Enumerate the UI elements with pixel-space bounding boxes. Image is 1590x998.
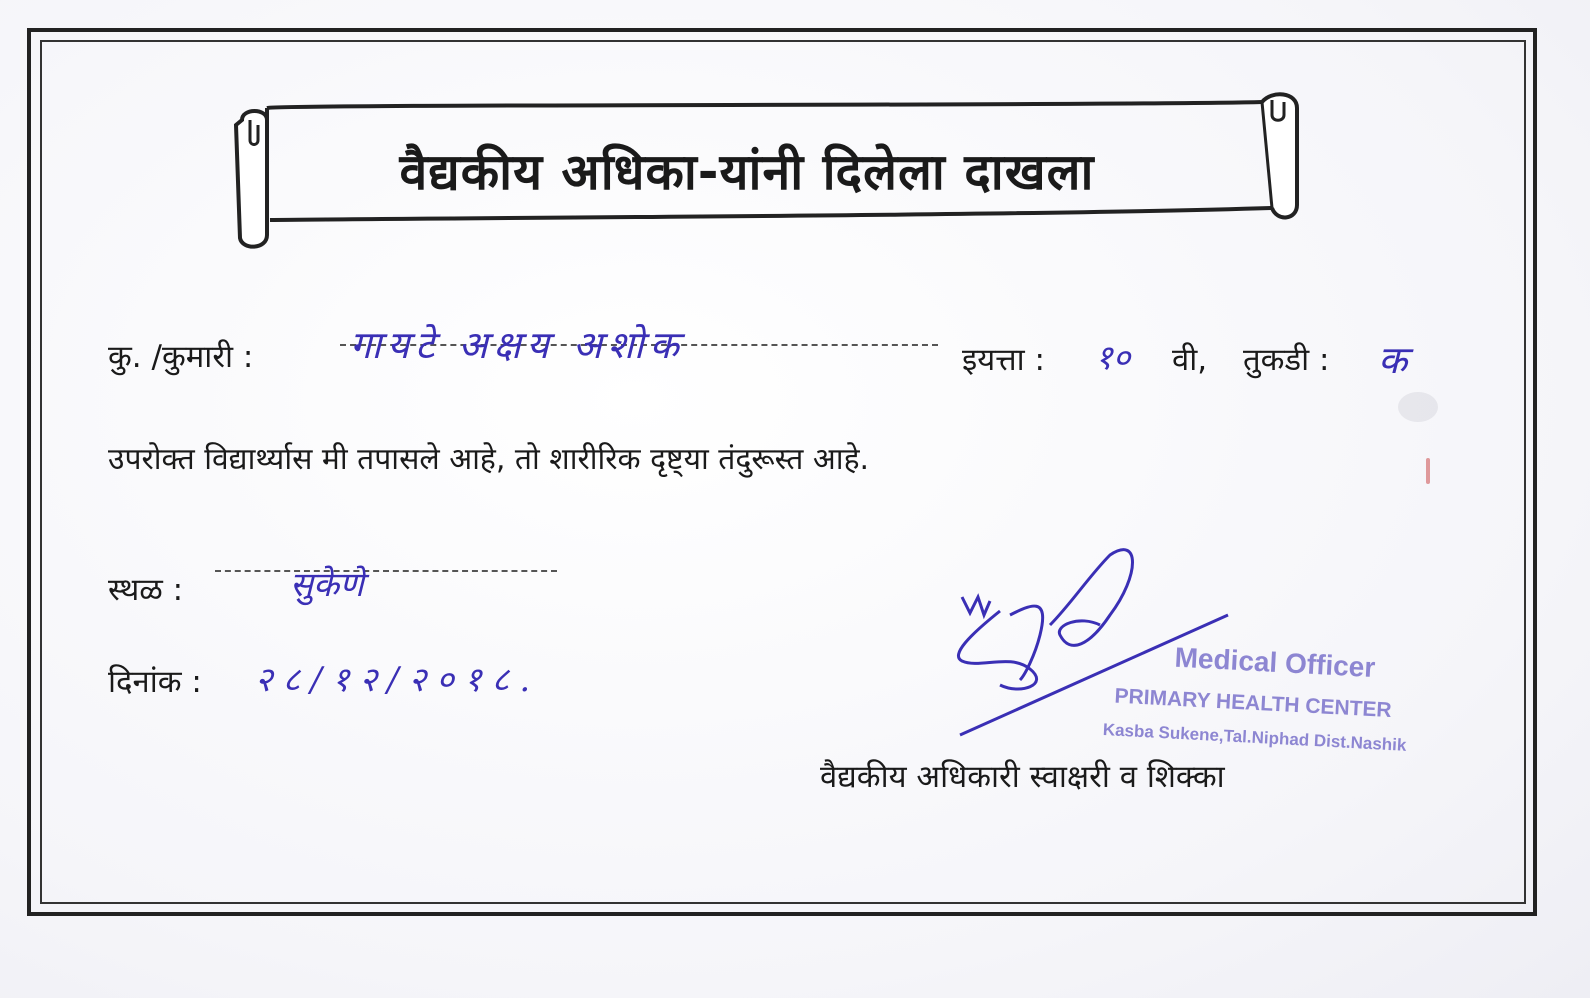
certificate-title: वैद्यकीय अधिका-यांनी दिलेला दाखला (399, 143, 1095, 201)
red-mark (1426, 458, 1430, 484)
name-label: कु. /कुमारी : (108, 339, 254, 375)
fitness-statement: उपरोक्त विद्यार्थ्यास मी तपासले आहे, तो शारीरिक दृष्ट्या तंदुरूस्त आहे. (108, 442, 870, 477)
class-suffix: वी, (1172, 342, 1208, 378)
stamp-line-center: PRIMARY HEALTH CENTER (1114, 684, 1393, 723)
paper-mark (1398, 392, 1438, 422)
class-value: १० (1095, 338, 1131, 378)
date-label: दिनांक : (108, 664, 202, 700)
title-scroll-banner (222, 80, 1312, 255)
division-label: तुकडी : (1243, 342, 1330, 378)
name-value: गायटे अक्षय अशोक (350, 323, 685, 367)
division-value: क (1378, 338, 1408, 382)
place-value: सुकेणे (290, 565, 364, 605)
place-label: स्थळ : (108, 572, 184, 608)
stamp-line-officer: Medical Officer (1173, 641, 1377, 684)
class-label: इयत्ता : (962, 342, 1045, 378)
date-value: २८/१२/२०१८. (255, 660, 541, 700)
stamp-line-address: Kasba Sukene,Tal.Niphad Dist.Nashik (1102, 719, 1407, 755)
place-underline (215, 570, 557, 572)
signature-caption: वैद्यकीय अधिकारी स्वाक्षरी व शिक्का (820, 759, 1225, 795)
